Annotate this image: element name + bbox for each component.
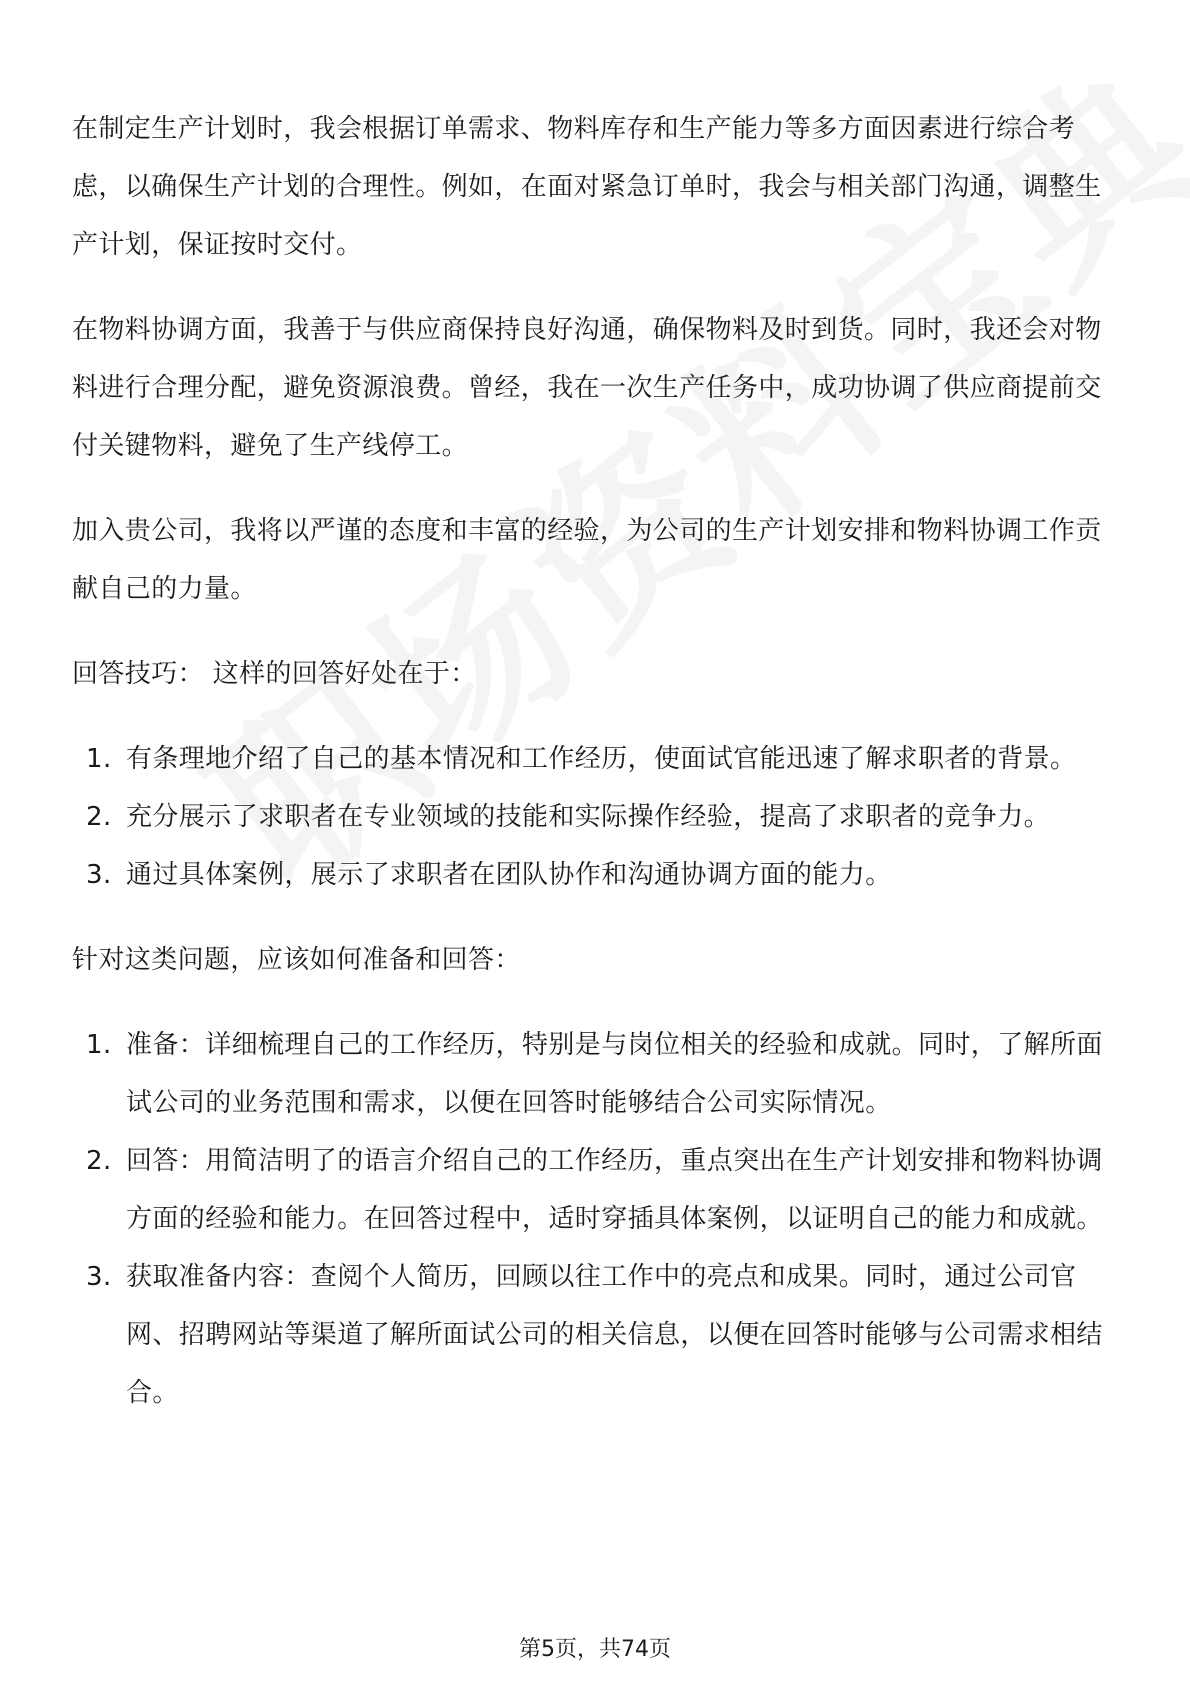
list-number: 2. [86, 802, 112, 832]
tips-heading: 回答技巧： 这样的回答好处在于： [72, 659, 477, 689]
list-number: 1. [86, 1030, 112, 1060]
list-item [72, 1248, 1118, 1422]
paragraph-closing: 加入贵公司，我将以严谨的态度和丰富的经验，为公司的生产计划安排和物料协调工作贡献自己的力量。 [72, 516, 1102, 604]
list-item [72, 1132, 1118, 1248]
list-item [72, 730, 1118, 788]
list-number: 3. [86, 860, 112, 890]
prep-heading: 针对这类问题，应该如何准备和回答： [72, 945, 521, 975]
list-number: 1. [86, 744, 112, 774]
list-item-text: 回答：用简洁明了的语言介绍自己的工作经历，重点突出在生产计划安排和物料协调方面的经验和能力。在回答过程中，适时穿插具体案例，以证明自己的能力和成就。 [126, 1146, 1103, 1234]
paragraph-production-planning: 在制定生产计划时，我会根据订单需求、物料库存和生产能力等多方面因素进行综合考虑，以确保生产计划的合理性。例如，在面对紧急订单时，我会与相关部门沟通，调整生产计划，保证按时交付。 [72, 114, 1102, 260]
list-item [72, 788, 1118, 846]
list-number: 2. [86, 1146, 112, 1176]
list-item-text: 有条理地介绍了自己的基本情况和工作经历，使面试官能迅速了解求职者的背景。 [126, 744, 1077, 774]
list-number: 3. [86, 1262, 112, 1292]
list-item-text: 准备：详细梳理自己的工作经历，特别是与岗位相关的经验和成就。同时，了解所面试公司的业务范围和需求，以便在回答时能够结合公司实际情况。 [126, 1030, 1103, 1118]
list-item [72, 846, 1118, 904]
list-item-text: 获取准备内容：查阅个人简历，回顾以往工作中的亮点和成果。同时，通过公司官网、招聘网站等渠道了解所面试公司的相关信息，以便在回答时能够与公司需求相结合。 [126, 1262, 1103, 1408]
page-footer: 第5页，共74页 [519, 1637, 671, 1662]
list-item-text: 通过具体案例，展示了求职者在团队协作和沟通协调方面的能力。 [126, 860, 892, 890]
page-content [72, 100, 1118, 1449]
prep-list [72, 1016, 1118, 1422]
list-item-text: 充分展示了求职者在专业领域的技能和实际操作经验，提高了求职者的竞争力。 [126, 802, 1051, 832]
tips-list [72, 730, 1118, 904]
paragraph-material-coordination: 在物料协调方面，我善于与供应商保持良好沟通，确保物料及时到货。同时，我还会对物料进行合理分配，避免资源浪费。曾经，我在一次生产任务中，成功协调了供应商提前交付关键物料，避免了生产线停工。 [72, 315, 1102, 461]
list-item [72, 1016, 1118, 1132]
